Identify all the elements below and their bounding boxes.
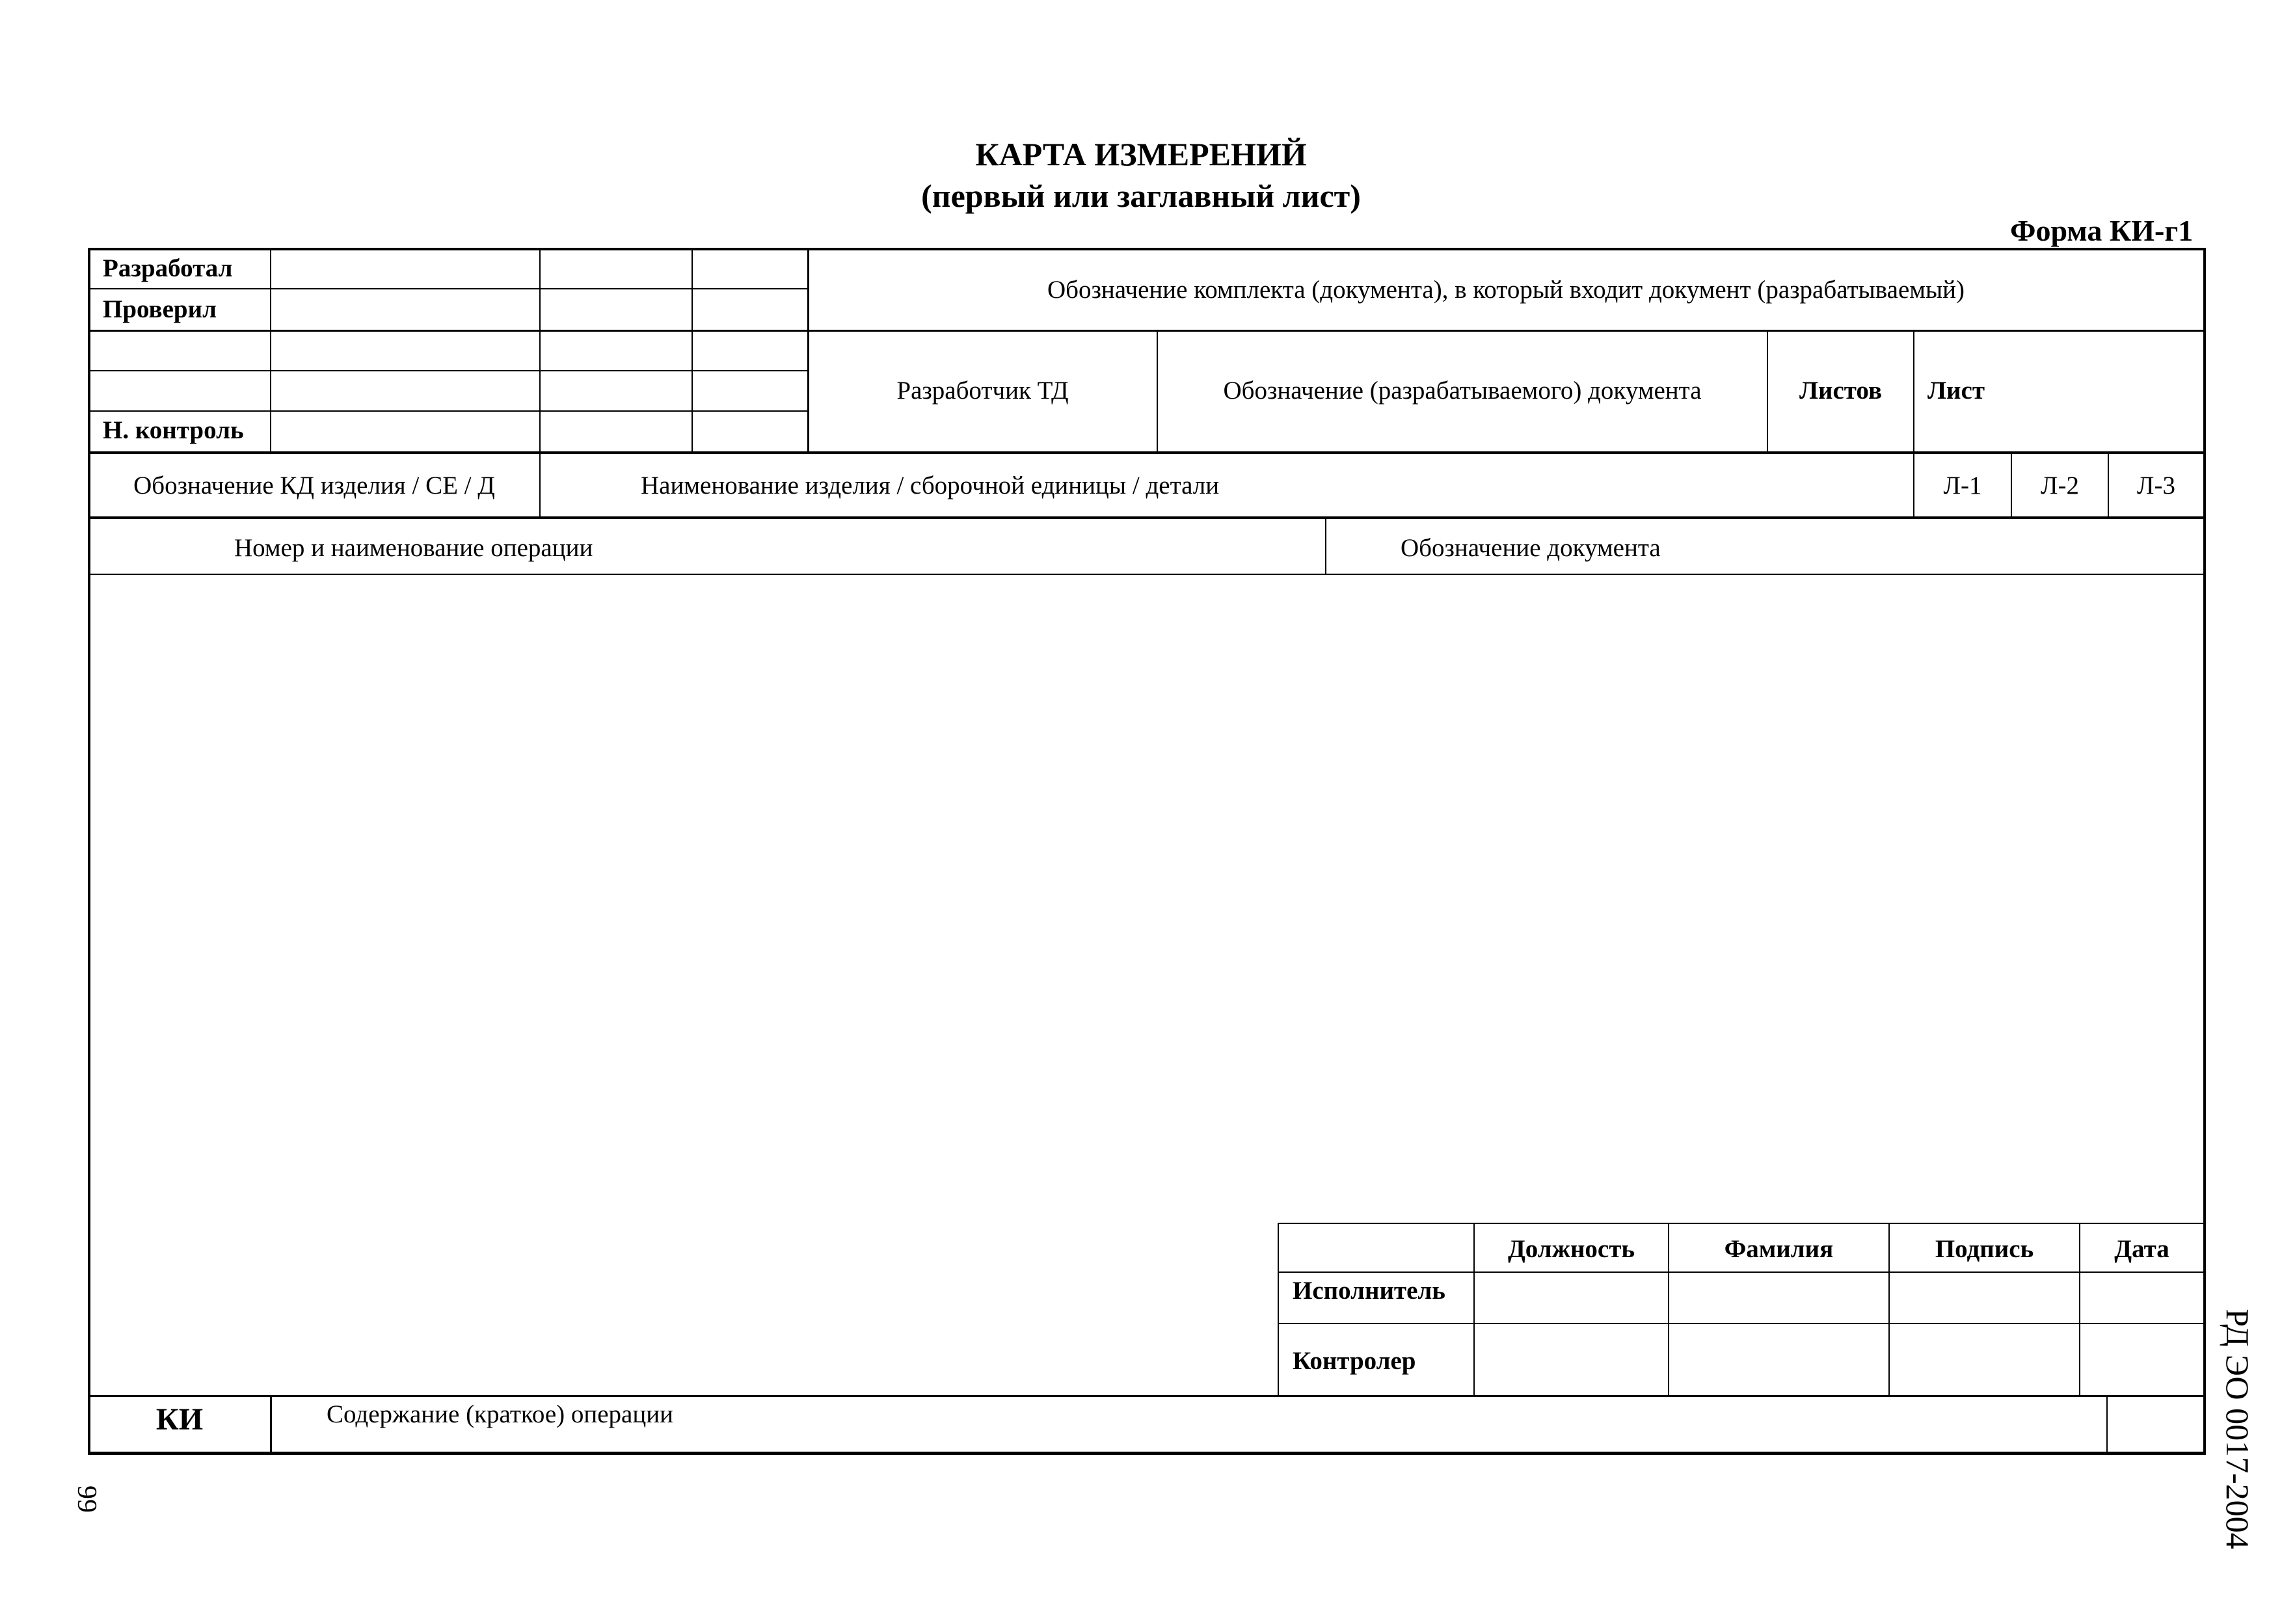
standard-code: РД ЭО 0017-2004 [2220, 1309, 2256, 1549]
stamp-vline [270, 248, 271, 453]
footer-code: КИ [155, 1402, 204, 1437]
stamp-hline [88, 288, 809, 289]
page-title: КАРТА ИЗМЕРЕНИЙ [975, 136, 1307, 172]
frame-top [88, 248, 2206, 250]
form-code: Форма КИ-г1 [2010, 214, 2194, 247]
signature-header: Подпись [1935, 1235, 2034, 1263]
product-name-label: Наименование изделия / сборочной единицы / детали [641, 472, 1220, 499]
stamp-vline [691, 248, 693, 453]
stamp-hline [88, 370, 809, 371]
operation-number-name-label: Номер и наименование операции [234, 534, 593, 562]
l3-label: Л-3 [2137, 472, 2175, 499]
l2-label: Л-2 [2041, 472, 2079, 499]
sig-hline [1278, 1223, 2206, 1224]
footer-vline [2106, 1395, 2108, 1454]
page-number: 99 [72, 1485, 101, 1513]
doc-designation-label: Обозначение (разрабатываемого) документа [1223, 377, 1702, 405]
stamp-vline [539, 248, 541, 453]
page-subtitle: (первый или заглавный лист) [921, 178, 1361, 214]
position-header: Должность [1507, 1235, 1635, 1263]
operation-content-label: Содержание (краткое) операции [327, 1400, 673, 1428]
sig-vline [1278, 1223, 1279, 1396]
td-developer-label: Разработчик ТД [896, 377, 1069, 405]
sig-hline [1278, 1271, 2206, 1273]
controller-label: Контролер [1293, 1347, 1416, 1375]
footer-hline [88, 1395, 2206, 1397]
l1-label: Л-1 [1943, 472, 1982, 499]
sheet-label: Лист [1927, 377, 1985, 405]
product-hline [88, 516, 2206, 519]
executor-label: Исполнитель [1293, 1277, 1445, 1305]
sig-hline [1278, 1323, 2206, 1324]
operation-vline [1325, 518, 1326, 575]
frame-left [88, 248, 90, 1455]
stamp-hline [88, 451, 2206, 454]
date-header: Дата [2114, 1235, 2169, 1263]
operation-doc-designation-label: Обозначение документа [1401, 534, 1661, 562]
stamp-hline [88, 330, 2206, 332]
set-designation-label: Обозначение комплекта (документа), в который входит документ (разрабатываемый) [1047, 276, 1965, 304]
operation-hline [88, 574, 2206, 575]
frame-bottom [88, 1452, 2206, 1455]
sig-tick [2203, 1223, 2206, 1396]
norm-control-label: Н. контроль [103, 416, 244, 444]
stamp-hline [88, 410, 809, 412]
footer-vline [270, 1395, 272, 1454]
checked-label: Проверил [103, 295, 217, 323]
product-vline [539, 453, 541, 518]
sheets-total-label: Листов [1799, 377, 1883, 405]
developed-label: Разработал [103, 254, 233, 282]
kd-designation-label: Обозначение КД изделия / СЕ / Д [133, 472, 495, 499]
surname-header: Фамилия [1724, 1235, 1834, 1263]
